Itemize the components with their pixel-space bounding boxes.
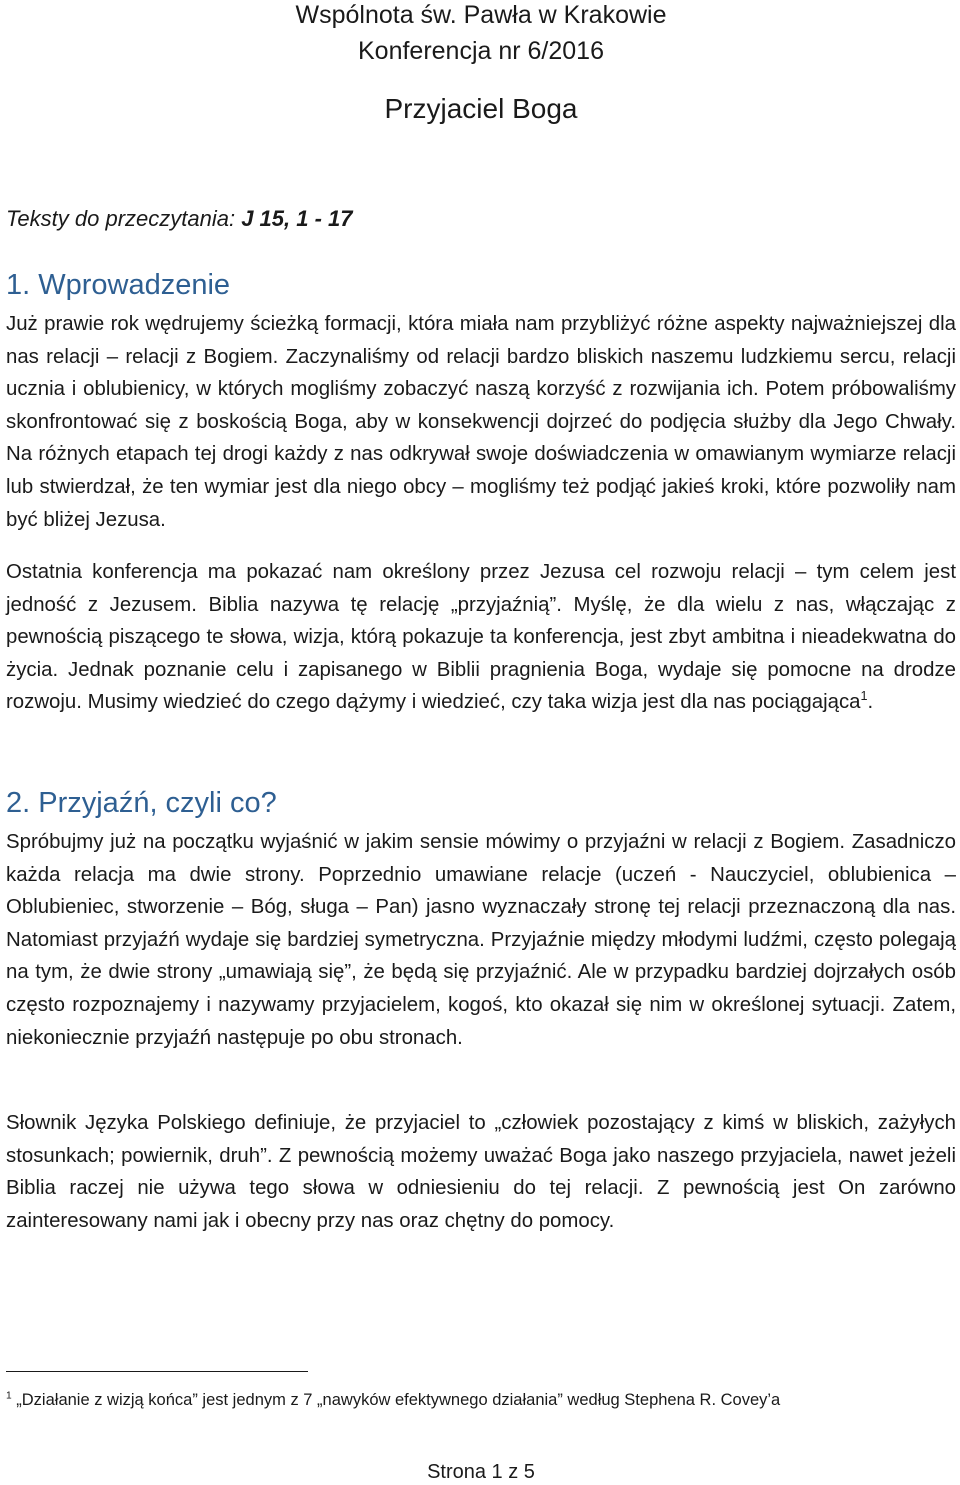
paragraph-end: . bbox=[867, 691, 874, 714]
document-title: Przyjaciel Boga bbox=[384, 93, 578, 124]
readings-label: Teksty do przeczytania: bbox=[6, 206, 242, 231]
footnote-text: „Działanie z wizją końca” jest jednym z 7 „nawyków efektywnego działania” według Stephena R. Covey’a bbox=[11, 1391, 781, 1409]
organization-name: Wspólnota św. Pawła w Krakowie bbox=[295, 1, 667, 29]
paragraph bbox=[6, 556, 956, 719]
paragraph bbox=[6, 308, 956, 536]
readings-line bbox=[6, 204, 353, 234]
paragraph-text: Ostatnia konferencja ma pokazać nam określony przez Jezusa cel rozwoju relacji – tym celem jest jedność z Jezusem. Biblia nazywa tę relację „przyjaźnią”. Myślę, że dla wielu z nas, włączając z pewnością piszącego te słowa, wizja, którą pokazuje ta konferencja, jest zbyt ambitna i nieadekwatna do życia. Jednak poznanie celu i zapisanego w Biblii pragnienia Boga, wydaje się pomocne na drodze rozwoju. Musimy wiedzieć do czego dążymy i wiedzieć, czy taka wizja jest dla nas pociągająca bbox=[6, 561, 956, 714]
footnote bbox=[6, 1386, 780, 1414]
paragraph-part: Już prawie rok wędrujemy ścieżką formacji, która miała nam przybliżyć różne aspekty najważniejszej dla nas relacji – relacji z Bogiem. Zaczynaliśmy od relacji bardzo bliskich naszemu ludzkiemu sercu, relacji ucznia i oblubienicy, w których mogliśmy zobaczyć naszą korzyść z rozwijania ich. bbox=[6, 313, 956, 401]
paragraph-part: Potem próbowaliśmy skonfrontować się z boskością Boga, aby w konsekwencji dojrzeć do podjęcia służby dla Jego Chwały. Na różnych etapach tej drogi każdy z nas odkrywał swoje doświadczenia w omawianym wymiarze relacji lub stwierdzał, że ten wymiar jest dla niego obcy – mogliśmy też podjąć jakieś kroki, które pozwoliły nam być bliżej Jezusa. bbox=[6, 378, 956, 531]
readings-reference: J 15, 1 - 17 bbox=[241, 206, 353, 231]
section-heading-introduction: 1. Wprowadzenie bbox=[6, 269, 231, 301]
paragraph: Słownik Języka Polskiego definiuje, że przyjaciel to „człowiek pozostający z kimś w bliskich, zażyłych stosunkach; powiernik, druh”. Z pewnością możemy uważać Boga jako naszego przyjaciela, nawet jeżeli Biblia raczej nie używa tego słowa w odniesieniu do tej relacji. Z pewnością jest On zarówno zainteresowany nami jak i obecny przy nas oraz chętny do pomocy. bbox=[6, 1112, 956, 1232]
footnote-number: 1 bbox=[6, 1390, 12, 1402]
paragraph: Spróbujmy już na początku wyjaśnić w jakim sensie mówimy o przyjaźni w relacji z Bogiem. Zasadniczo każda relacja ma dwie strony. Poprzednio umawiane relacje (uczeń - Nauczyciel, oblubienica – Oblubieniec, stworzenie – Bóg, sługa – Pan) jasno wyznaczały stronę tej relacji przeznaczoną dla nas. Natomiast przyjaźń wydaje się bardziej symetryczna. Przyjaźnie między młodymi ludźmi, często polegają na tym, że dwie strony „umawiają się”, że będą się przyjaźnić. Ale w przypadku bardziej dojrzałych osób często rozpoznajemy i nazywamy przyjacielem, kogoś, kto okazał się nim w określonej sytuacji. Zatem, niekoniecznie przyjaźń następuje po obu stronach. bbox=[6, 831, 956, 1049]
section-heading-friendship: 2. Przyjaźń, czyli co? bbox=[6, 787, 277, 819]
footnote-separator bbox=[6, 1371, 308, 1372]
footnote-reference[interactable]: 1 bbox=[860, 689, 868, 704]
page-number: Strona 1 z 5 bbox=[427, 1461, 535, 1483]
conference-number: Konferencja nr 6/2016 bbox=[357, 37, 604, 65]
